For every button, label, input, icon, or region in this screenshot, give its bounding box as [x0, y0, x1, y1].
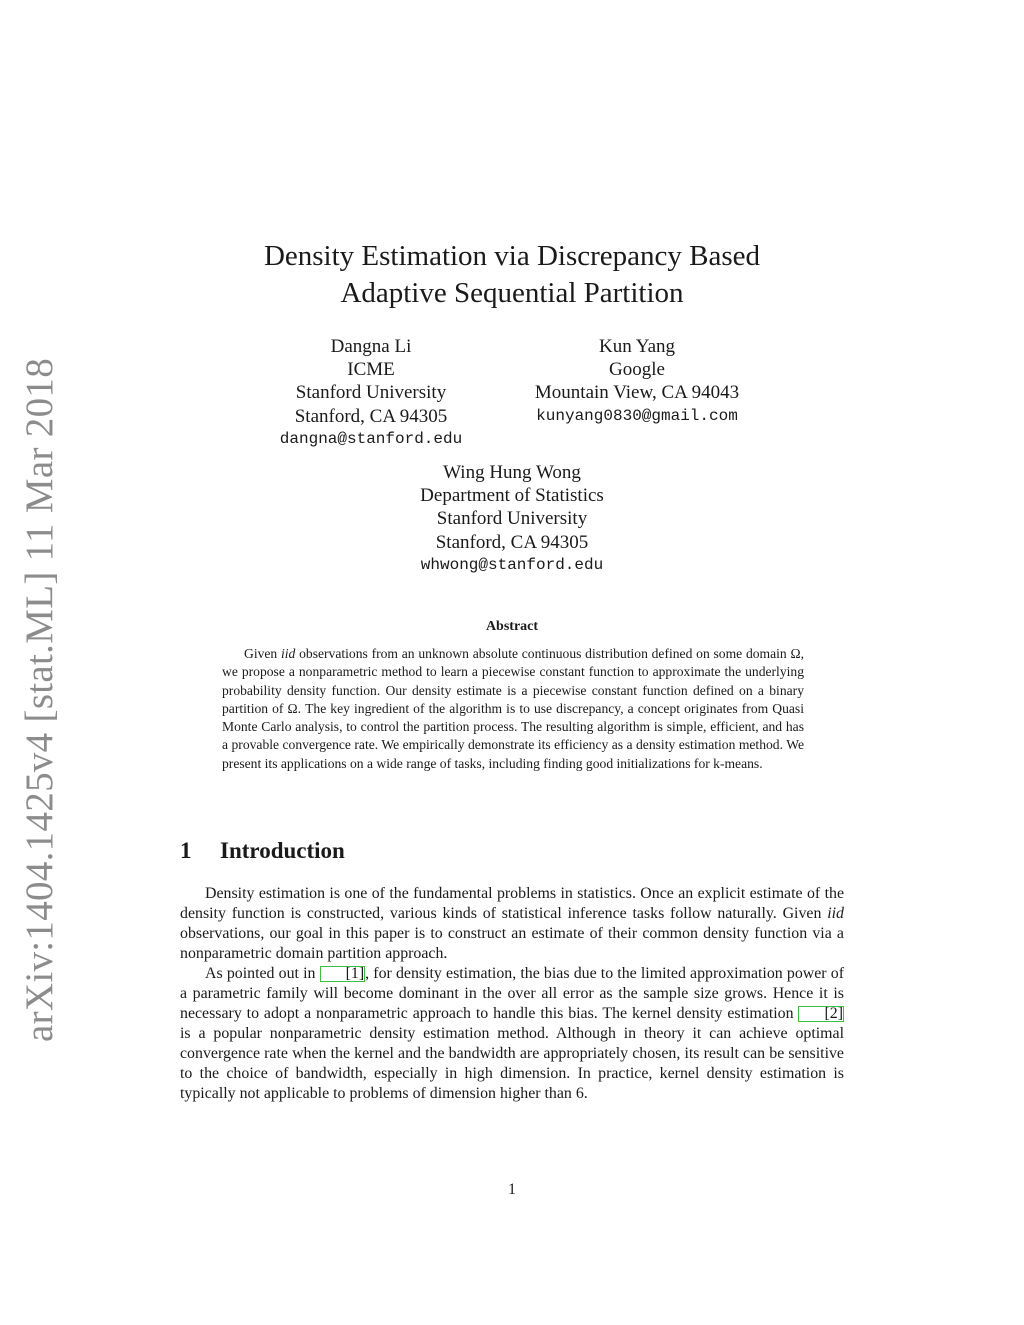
- author-name: Dangna Li: [330, 336, 412, 357]
- author-block-kun-yang: [507, 335, 767, 428]
- section-title: Introduction: [220, 838, 345, 863]
- intro-p2-text-c: is a popular nonparametric density estimation method. Although in theory it can achieve optimal convergence rate when the kernel and the bandwidth are appropriately chosen, its result can be sensitive to the choice of bandwidth, especially in high dimension. In practice, kernel density estimation is typically not applicable to problems of dimension higher than 6.: [180, 1025, 844, 1102]
- author-address: Stanford, CA 94305: [435, 531, 589, 553]
- abstract-text: [222, 645, 804, 773]
- intro-p1-text-b: observations, our goal in this paper is to construct an estimate of their common density function via a nonparametric domain partition approach.: [180, 925, 844, 962]
- abstract-text-start: Given: [244, 646, 281, 661]
- author-institution: Stanford University: [295, 382, 447, 404]
- author-affiliation: Google: [609, 359, 665, 381]
- author-email: whwong@stanford.edu: [420, 555, 604, 574]
- author-address: Mountain View, CA 94043: [534, 382, 740, 404]
- author-name: Wing Hung Wong: [443, 462, 581, 483]
- page-number: 1: [508, 1181, 516, 1198]
- author-institution: Stanford University: [436, 508, 588, 530]
- author-address: Stanford, CA 94305: [294, 405, 448, 427]
- title-line-1: Density Estimation via Discrepancy Based: [263, 240, 761, 272]
- author-affiliation: ICME: [347, 359, 395, 381]
- arxiv-identifier-stamp: arXiv:1404.1425v4 [stat.ML] 11 Mar 2018: [18, 358, 61, 1042]
- author-affiliation: Department of Statistics: [420, 485, 604, 507]
- author-block-wing-hung-wong: [362, 461, 662, 577]
- section-number: 1: [180, 838, 192, 863]
- paper-title: [180, 238, 844, 312]
- intro-paragraph-1: [180, 884, 844, 964]
- intro-paragraph-2: [180, 964, 844, 1104]
- title-line-2: Adaptive Sequential Partition: [340, 277, 684, 309]
- intro-p2-text-a: As pointed out in: [205, 965, 320, 982]
- abstract-iid-term: iid: [280, 646, 296, 661]
- abstract-text-rest: observations from an unknown absolute continuous distribution defined on some domain Ω, we propose a nonparametric method to learn a piecewise constant function to approximate the underlying probability density function. Our density estimate is a piecewise constant function defined on a binary partition of Ω. The key ingredient of the algorithm is to use discrepancy, a concept originates from Quasi Monte Carlo analysis, to control the partition process. The resulting algorithm is simple, efficient, and has a provable convergence rate. We empirically demonstrate its efficiency as a density estimation method. We present its applications on a wide range of tasks, including finding good initializations for k-means.: [222, 646, 804, 771]
- author-block-dangna-li: [251, 335, 491, 451]
- citation-link-1[interactable]: [1]: [320, 966, 366, 982]
- abstract-heading: Abstract: [485, 619, 539, 634]
- author-name: Kun Yang: [598, 336, 676, 357]
- author-email: dangna@stanford.edu: [279, 429, 463, 448]
- section-heading-introduction: [180, 838, 345, 864]
- intro-p2-text-b: , for density estimation, the bias due to the limited approximation power of a parametric family will become dominant in the over all error as the sample size grows. Hence it is necessary to adopt a nonparametric approach to handle this bias. The kernel density estimation: [180, 965, 844, 1022]
- intro-iid-term: iid: [827, 905, 844, 922]
- author-email: kunyang0830@gmail.com: [536, 406, 738, 425]
- intro-p1-text-a: Density estimation is one of the fundamental problems in statistics. Once an explicit estimate of the density function is constructed, various kinds of statistical inference tasks follow naturally. Given: [180, 885, 844, 922]
- citation-link-2[interactable]: [2]: [798, 1006, 844, 1022]
